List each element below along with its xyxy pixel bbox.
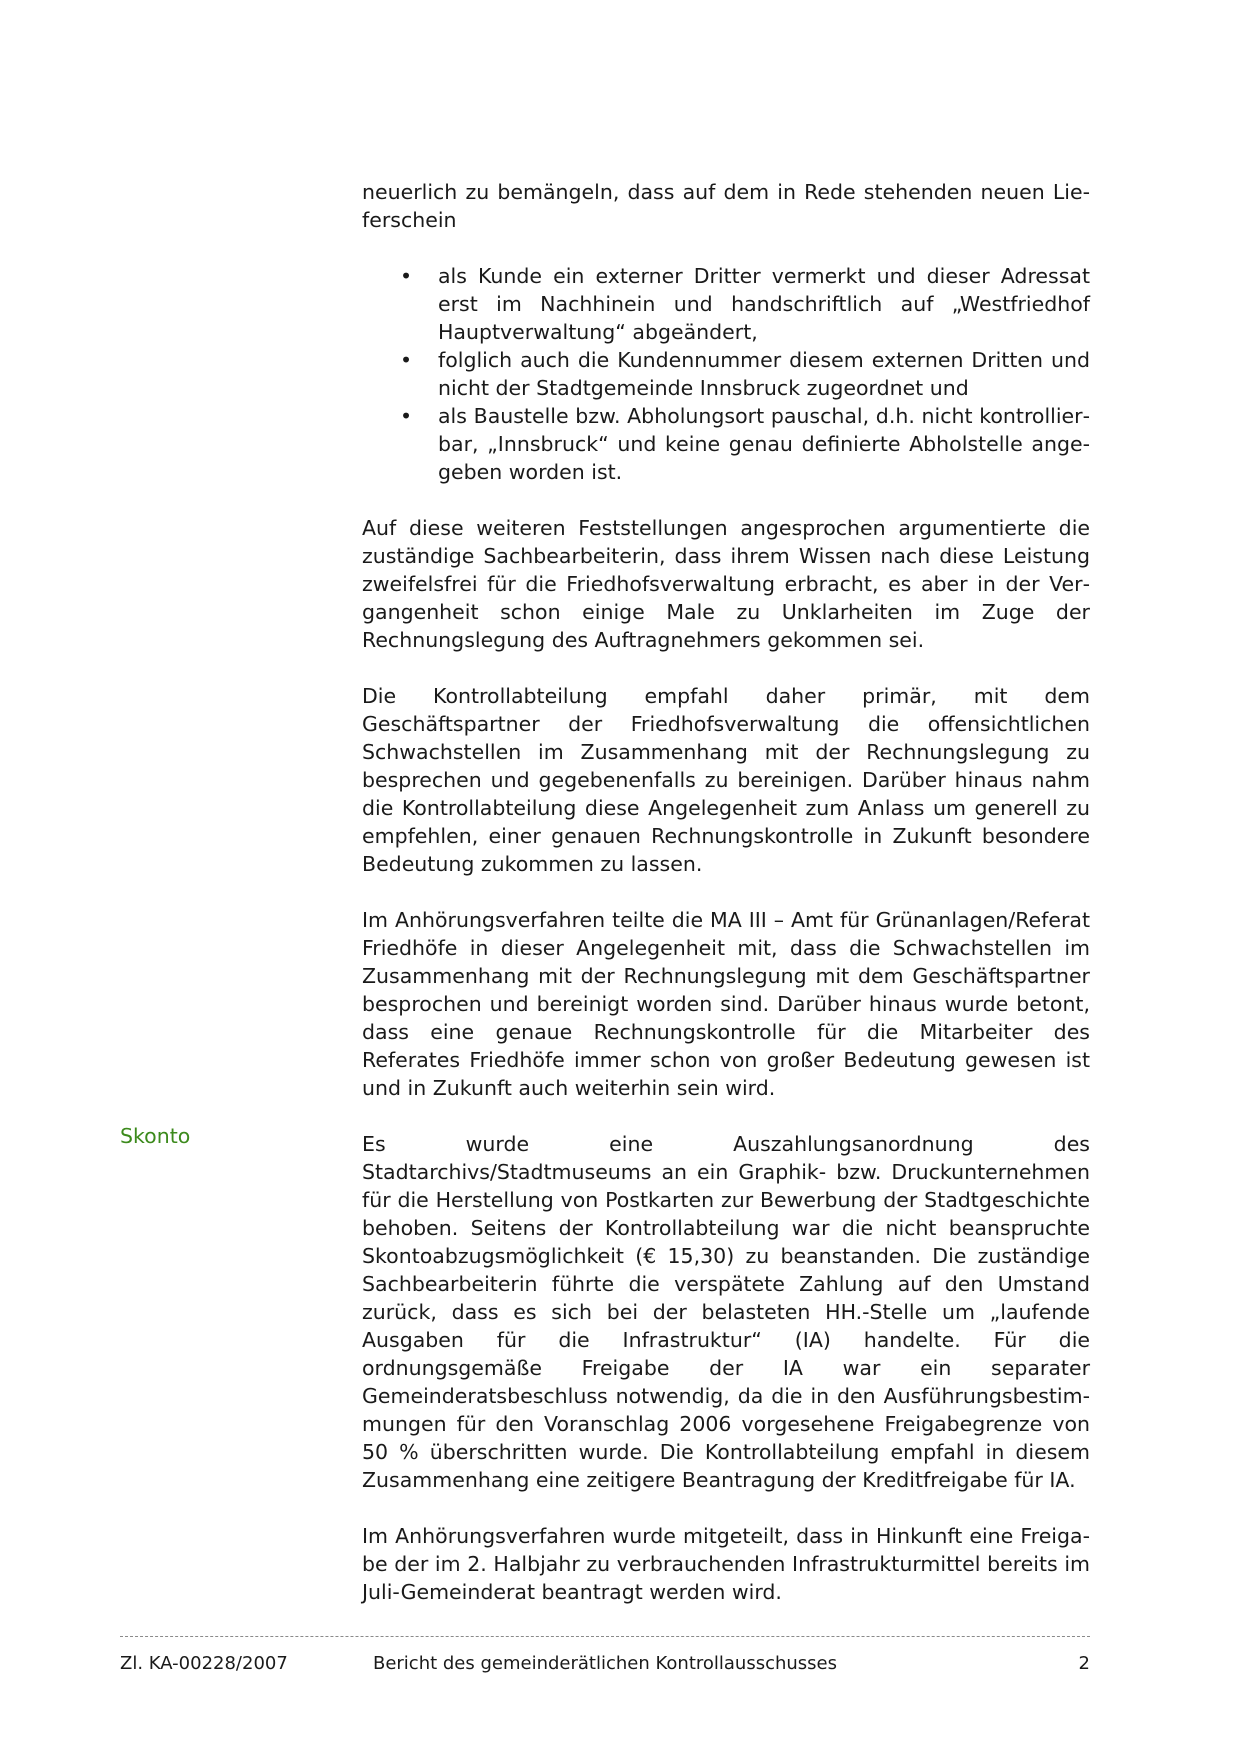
page-footer	[120, 1651, 1090, 1677]
paragraph-recommendation: Die Kontrollabteilung empfahl daher primär, mit dem Geschäftspartner der Friedhofsverwaltung die offensichtlichen Schwachstellen im Zusammenhang mit der Rechnungslegung zu besprechen und gegebenenfalls zu bereinigen. Darüber hinaus nahm die Kontrollabteilung diese Angelegenheit zum Anlass um generell zu empfehlen, einer genauen Rechnungskontrolle in Zukunft besondere Bedeutung zukommen zu lassen.	[362, 684, 1090, 876]
paragraph-skonto: Es wurde eine Auszahlungsanordnung des Stadtarchivs/Stadtmuseums an ein Graphik- bzw. Druckunternehmen für die Herstellung von Postkarten zur Bewerbung der Stadtgeschichte behoben. Seitens der Kontrollabteilung war die nicht beanspruchte Skontoabzugsmöglichkeit (€ 15,30) zu beanstanden. Die zuständige Sachbearbeiterin führte die verspätete Zahlung auf den Umstand zurück, dass es sich bei der belasteten HH.-Stelle um „laufende Ausgaben für die Infrastruktur“ (IA) handelte. Für die ordnungsgemäße Freigabe der IA war ein separater Gemeinderatsbeschluss notwendig, da die in den Ausführungsbestimmungen für den Voranschlag 2006 vorgesehene Freigabegrenze von 50 % überschritten wurde. Die Kontrollabteilung empfahl in diesem Zusammenhang eine zeitigere Beantragung der Kreditfreigabe für IA.	[362, 1132, 1090, 1492]
bullet-item: • als Kunde ein externer Dritter vermerkt und dieser Adressat erst im Nachhinein und handschriftlich auf „Westfriedhof Hauptverwaltung“ abgeändert,	[438, 262, 1090, 346]
footer-title: Bericht des gemeinderätlichen Kontrollausschusses	[372, 1653, 838, 1674]
body-text-column	[362, 178, 1090, 1634]
bullet-item: • folglich auch die Kundennummer diesem externen Dritten und nicht der Stadtgemeinde Innsbruck zugeordnet und	[438, 346, 1090, 402]
paragraph-hearing-response: Im Anhörungsverfahren teilte die MA III – Amt für Grünanlagen/Referat Friedhöfe in dieser Angelegenheit mit, dass die Schwachstellen im Zusammenhang mit der Rechnungslegung mit dem Geschäftspartner besprochen und bereinigt worden sind. Darüber hinaus wurde betont, dass eine genaue Rechnungskontrolle für die Mitarbeiter des Referates Friedhöfe immer schon von großer Bedeutung gewesen ist und in Zukunft auch weiterhin sein wird.	[362, 908, 1090, 1100]
bullet-list	[362, 262, 1090, 486]
intro-paragraph: neuerlich zu bemängeln, dass auf dem in Rede stehenden neuen Lieferschein	[362, 180, 1090, 232]
bullet-item: • als Baustelle bzw. Abholungsort pauschal, d.h. nicht kontrollierbar, „Innsbruck“ und keine genau definierte Abholstelle angegeben worden ist.	[438, 402, 1090, 486]
margin-note-skonto: Skonto	[120, 1124, 191, 1148]
paragraph-argumentation: Auf diese weiteren Feststellungen angesprochen argumentierte die zuständige Sachbearbeiterin, dass ihrem Wissen nach diese Leistung zweifelsfrei für die Friedhofsverwaltung erbracht, es aber in der Vergangenheit schon einige Male zu Unklarheiten im Zuge der Rechnungslegung des Auftragnehmers gekommen sei.	[362, 516, 1090, 652]
footer-divider	[120, 1636, 1090, 1637]
footer-reference: Zl. KA-00228/2007	[120, 1653, 288, 1674]
footer-page-number: 2	[1078, 1653, 1090, 1674]
paragraph-skonto-hearing: Im Anhörungsverfahren wurde mitgeteilt, dass in Hinkunft eine Freigabe der im 2. Halbjahr zu verbrauchenden Infrastrukturmittel bereits im Juli-Gemeinderat beantragt werden wird.	[362, 1524, 1090, 1604]
